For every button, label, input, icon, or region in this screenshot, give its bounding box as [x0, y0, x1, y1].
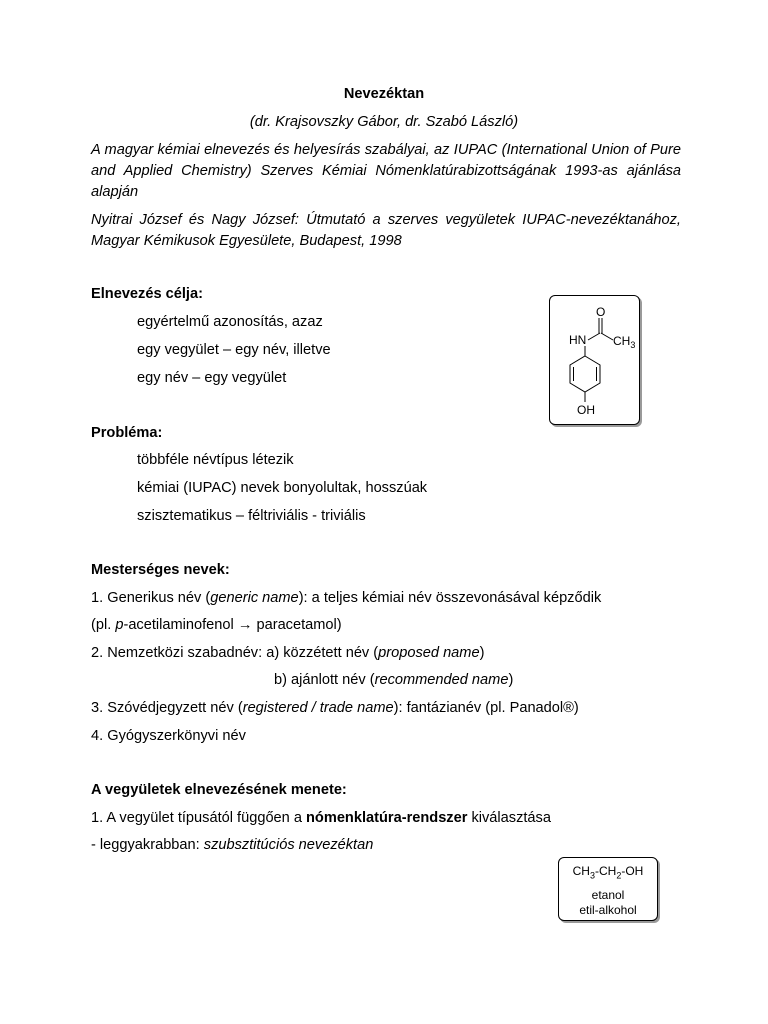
artificial-item-2a: 2. Nemzetközi szabadnév: a) közzétett név (proposed name) — [91, 645, 485, 661]
artificial-item-4: 4. Gyógyszerkönyvi név — [91, 728, 246, 744]
artificial-item-3: 3. Szóvédjegyzett név (registered / trade name): fantázianév (pl. Panadol®) — [91, 700, 579, 716]
procedure-heading: A vegyületek elnevezésének menete: — [91, 782, 347, 798]
nh-label: HN — [569, 333, 587, 347]
ethanol-formula: $CH_3-CH_2-OH$ — [572, 864, 644, 881]
oxygen-label: O — [596, 305, 606, 319]
authors: (dr. Krajsovszky Gábor, dr. Szabó László) — [249, 114, 519, 130]
artificial-item-1: 1. Generikus név (generic name): a teljes kémiai név összevonásával képződik — [91, 590, 602, 606]
methyl-label: $CH_3$ — [613, 334, 636, 350]
authors-line — [0, 114, 768, 130]
goal-heading: Elnevezés célja: — [91, 286, 203, 302]
methyl-bond — [601, 333, 613, 340]
benzene-ring — [570, 356, 600, 392]
goal-item: egy vegyület – egy név, illetve — [137, 342, 331, 358]
paracetamol-structure-box — [549, 295, 640, 425]
artificial-item-2b: b) ajánlott név (recommended name) — [274, 672, 514, 688]
page-title: Nevezéktan — [343, 86, 425, 102]
artificial-example: (pl. p-acetilaminofenol → paracetamol) — [91, 617, 342, 633]
artificial-heading: Mesterséges nevek: — [91, 562, 230, 578]
goal-item: egy név – egy vegyület — [137, 370, 287, 386]
hydroxyl-label: OH — [577, 403, 595, 417]
procedure-step-note: - leggyakrabban: szubsztitúciós nevezéktan — [91, 837, 374, 853]
problem-item: többféle névtípus létezik — [137, 452, 294, 468]
reference-2: Nyitrai József és Nagy József: Útmutató a szerves vegyületek IUPAC-nevezéktanához, Magyar Kémikusok Egyesülete, Budapest, 1998 — [91, 212, 681, 249]
ethanol-trivial-name: etil-alkohol — [579, 903, 637, 918]
ethanol-structure-box — [558, 857, 658, 921]
ethanol-name: etanol — [591, 888, 625, 903]
goal-item: egyértelmű azonosítás, azaz — [137, 314, 323, 330]
reference-1: A magyar kémiai elnevezés és helyesírás szabályai, az IUPAC (International Union of Pure and Applied Chemistry) Szerves Kémiai Nómenklatúrabizottságának 1993-as ajánlása alapján — [91, 142, 681, 200]
problem-item: szisztematikus – féltriviális - triviális — [137, 508, 366, 524]
amide-bond — [588, 333, 600, 340]
procedure-step-1: 1. A vegyület típusától függően a nómenklatúra-rendszer kiválasztása — [91, 810, 551, 826]
paracetamol-structure — [550, 296, 639, 424]
problem-heading: Probléma: — [91, 425, 163, 441]
problem-item: kémiai (IUPAC) nevek bonyolultak, hosszúak — [137, 480, 428, 496]
